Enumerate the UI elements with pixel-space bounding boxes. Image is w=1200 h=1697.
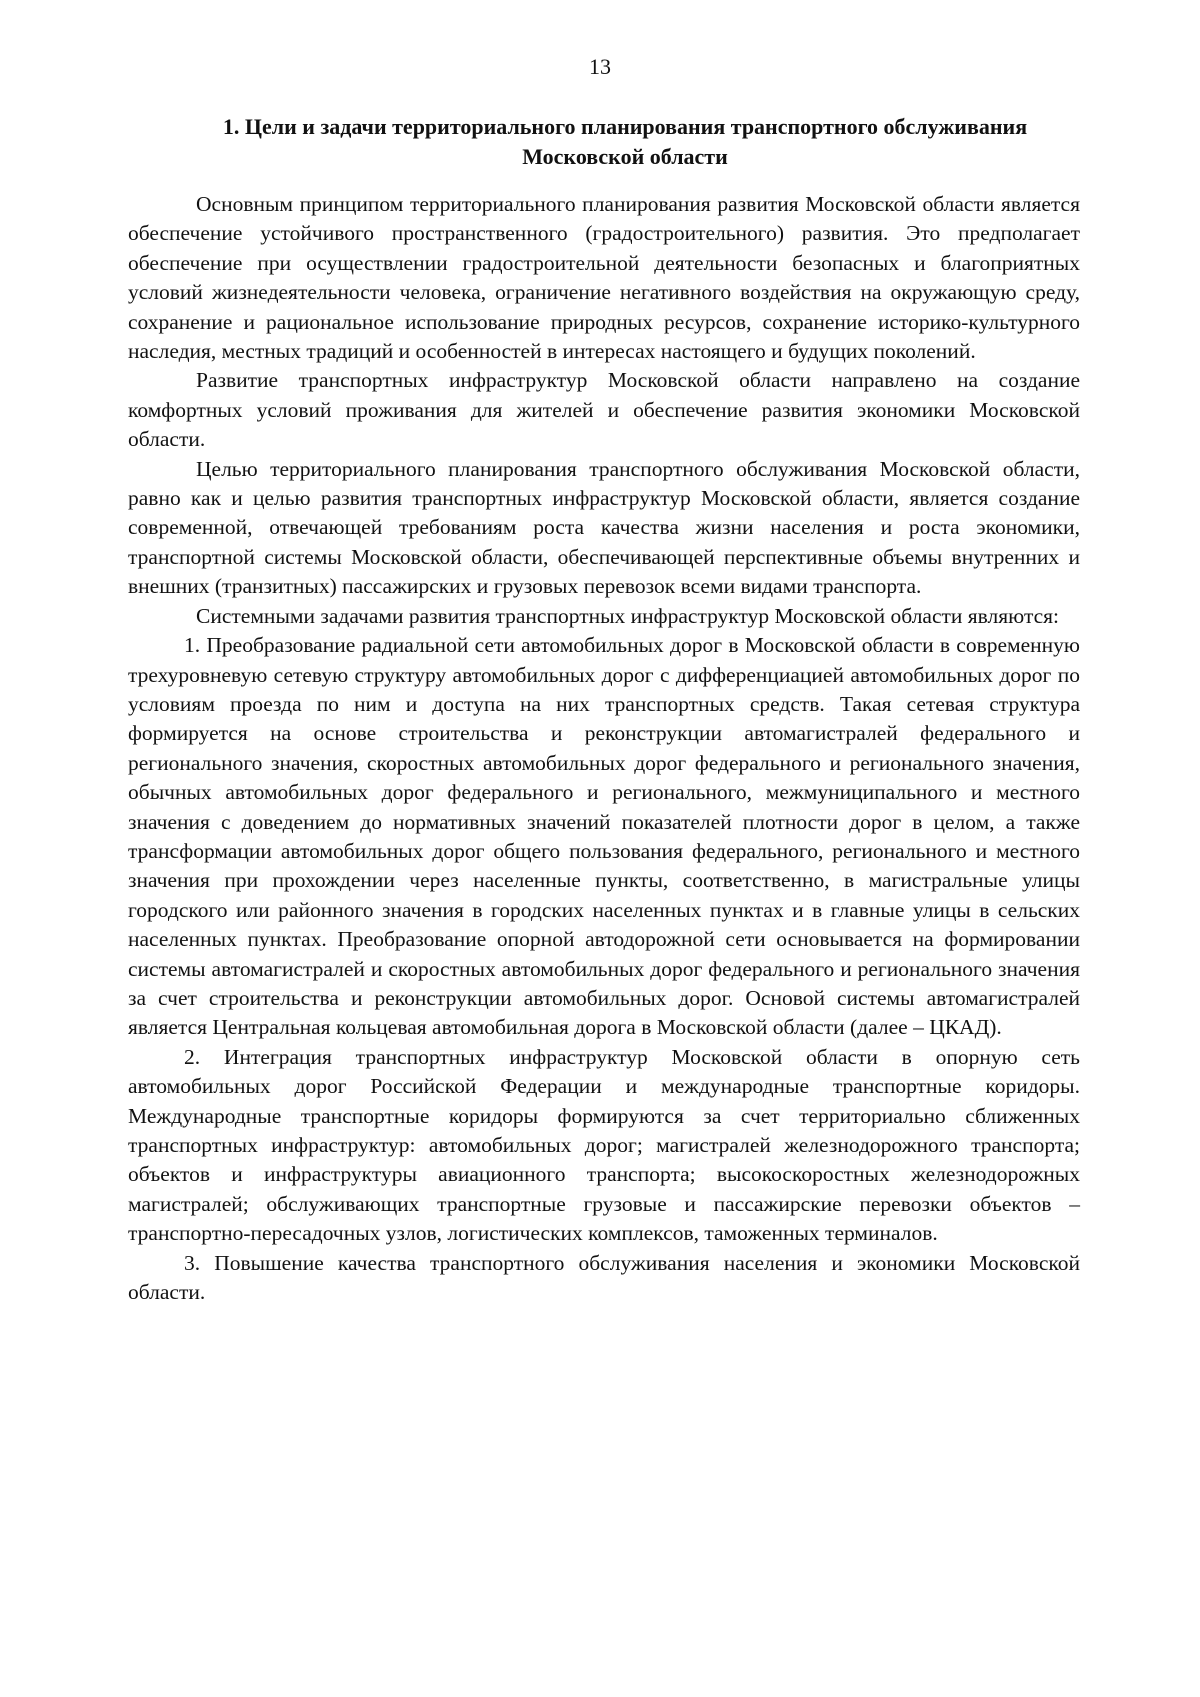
document-body <box>128 190 1080 1307</box>
section-heading <box>150 112 1100 172</box>
paragraph-development: Развитие транспортных инфраструктур Московской области направлено на создание комфортных условий проживания для жителей и обеспечение развития экономики Московской области. <box>128 368 1080 452</box>
section-heading-line-2: Московской области <box>522 144 728 169</box>
task-item-3: 3. Повышение качества транспортного обслуживания населения и экономики Московской области. <box>128 1250 1080 1305</box>
paragraph-goal: Целью территориального планирования транспортного обслуживания Московской области, равно как и целью развития транспортных инфраструктур Московской области, является создание современной, отвечающей требованиям роста качества жизни населения и роста экономики, транспортной системы Московской области, обеспечивающей перспективные объемы внутренних и внешних (транзитных) пассажирских и грузовых перевозок всеми видами транспорта. <box>128 456 1080 599</box>
task-item-1: 1. Преобразование радиальной сети автомобильных дорог в Московской области в современную трехуровневую сетевую структуру автомобильных дорог с дифференциацией автомобильных дорог по условиям проезда по ним и доступа на них транспортных средств. Такая сетевая структура формируется на основе строительства и реконструкции автомагистралей федерального и регионального значения, скоростных автомобильных дорог федерального и регионального значения, обычных автомобильных дорог федерального и регионального, межмуниципального и местного значения с доведением до нормативных значений показателей плотности дорог в целом, а также трансформации автомобильных дорог общего пользования федерального, регионального и местного значения при прохождении через населенные пункты, соответственно, в магистральные улицы городского или районного значения в городских населенных пунктах и в главные улицы в сельских населенных пунктах. Преобразование опорной автодорожной сети основывается на формировании системы автомагистралей и скоростных автомобильных дорог федерального и регионального значения за счет строительства и реконструкции автомобильных дорог. Основой системы автомагистралей является Центральная кольцевая автомобильная дорога в Московской области (далее – ЦКАД). <box>128 633 1080 1040</box>
page-number: 13 <box>589 54 611 79</box>
paragraph-tasks-intro: Системными задачами развития транспортных инфраструктур Московской области являются: <box>196 603 1060 628</box>
task-item-2: 2. Интеграция транспортных инфраструктур Московской области в опорную сеть автомобильных дорог Российской Федерации и международные транспортные коридоры. Международные транспортные коридоры формируются за счет территориально сближенных транспортных инфраструктур: автомобильных дорог; магистралей железнодорожного транспорта; объектов и инфраструктуры авиационного транспорта; высокоскоростных железнодорожных магистралей; обслуживающих транспортные грузовые и пассажирские перевозки объектов – транспортно-пересадочных узлов, логистических комплексов, таможенных терминалов. <box>128 1044 1080 1246</box>
section-heading-line-1: 1. Цели и задачи территориального планирования транспортного обслуживания <box>222 114 1028 139</box>
paragraph-principle: Основным принципом территориального планирования развития Московской области является обеспечение устойчивого пространственного (градостроительного) развития. Это предполагает обеспечение при осуществлении градостроительной деятельности безопасных и благоприятных условий жизнедеятельности человека, ограничение негативного воздействия на окружающую среду, сохранение и рациональное использование природных ресурсов, сохранение историко-культурного наследия, местных традиций и особенностей в интересах настоящего и будущих поколений. <box>128 192 1080 364</box>
